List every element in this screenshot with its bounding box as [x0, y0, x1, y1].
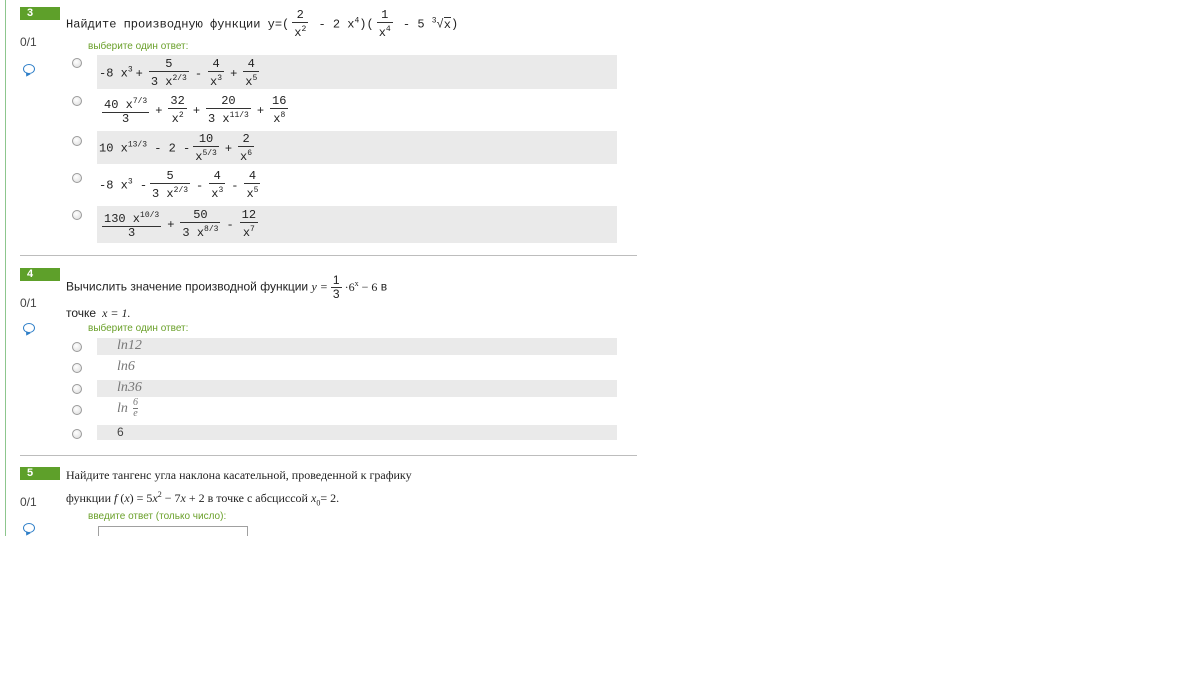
question-text: Найдите тангенс угла наклона касательной, проведенной к графику — [66, 468, 412, 482]
option-formula: $\frac{40 x^{7/3}}{3}$ + $\frac{32}{x^2}$ + $\frac{20}{3 x^{11/3}}$ + $\frac{16}{x^8}$ — [104, 94, 287, 126]
answer-hint: выберите один ответ: — [88, 41, 189, 52]
option-radio-1[interactable] — [72, 58, 82, 68]
question-mark: 0/1 — [20, 35, 37, 49]
question-number: 3 — [20, 7, 60, 20]
quiz-page — [0, 0, 640, 536]
option-5[interactable] — [97, 206, 617, 243]
question-text-line2: точке x = 1. — [66, 306, 131, 320]
option-radio-2[interactable] — [72, 96, 82, 106]
option-4[interactable] — [97, 168, 617, 204]
option-1[interactable] — [97, 55, 617, 89]
ln-fraction: 6 e — [133, 397, 138, 419]
option-formula: -8 $x^3$ - $\frac{5}{3 x^{2/3}}$ - $\frac{4}{x^3}$ - $\frac{4}{x^5}$ — [99, 169, 259, 201]
option-radio-3[interactable] — [72, 384, 82, 394]
option-radio-4[interactable] — [72, 173, 82, 183]
option-formula: -8 $x^3$ + $\frac{5}{3 x^{2/3}}$ - $\frac{4}{x^3}$ + $\frac{4}{x^5}$ — [99, 57, 258, 89]
comment-bubble-icon[interactable] — [23, 323, 35, 333]
option-radio-4[interactable] — [72, 405, 82, 415]
question-separator — [20, 455, 637, 456]
question-number: 5 — [20, 467, 60, 480]
option-formula: 10 $x^{13/3} - 2$ - $\frac{10}{x^{5/3}}$ + $\frac{2}{x^6}$ — [99, 132, 253, 164]
comment-bubble-icon[interactable] — [23, 523, 35, 533]
option-radio-5[interactable] — [72, 429, 82, 439]
answer-input[interactable] — [98, 526, 248, 536]
left-border — [5, 0, 6, 536]
option-1[interactable]: ln12 — [97, 338, 617, 355]
option-3[interactable]: ln36 — [97, 380, 617, 397]
option-radio-2[interactable] — [72, 363, 82, 373]
question-mark: 0/1 — [20, 495, 37, 509]
option-formula: $\frac{130 x^{10/3}}{3}$ + $\frac{50}{3 x^{8/3}}$ - $\frac{12}{x^7}$ — [104, 208, 257, 240]
option-4[interactable]: ln 6 e — [117, 397, 138, 419]
option-2[interactable] — [97, 92, 617, 128]
answer-hint: выберите один ответ: — [88, 323, 189, 334]
option-5[interactable]: 6 — [97, 425, 617, 440]
question-text-line2: функции f $(x) = 5x^2 - 7x + 2$ в точке с абсциссой $x_0= 2$. — [66, 490, 340, 508]
option-3[interactable] — [97, 131, 617, 164]
option-radio-1[interactable] — [72, 342, 82, 352]
question-mark: 0/1 — [20, 296, 37, 310]
question-separator — [20, 255, 637, 256]
option-2[interactable]: ln6 — [117, 359, 135, 374]
question-text: Найдите производную функции y=( $\frac{2}{x^2}$ - 2 $x^4$)( $\frac{1}{x^4}$ - 5 $^3$√x) — [66, 8, 459, 40]
comment-bubble-icon[interactable] — [23, 64, 35, 74]
option-radio-3[interactable] — [72, 136, 82, 146]
question-number: 4 — [20, 268, 60, 281]
question-text: Вычислить значение производной функции y = $\frac{1}{3}$ $\cdot 6^x - 6$ в — [66, 273, 388, 301]
option-radio-5[interactable] — [72, 210, 82, 220]
answer-hint: введите ответ (только число): — [88, 511, 227, 522]
